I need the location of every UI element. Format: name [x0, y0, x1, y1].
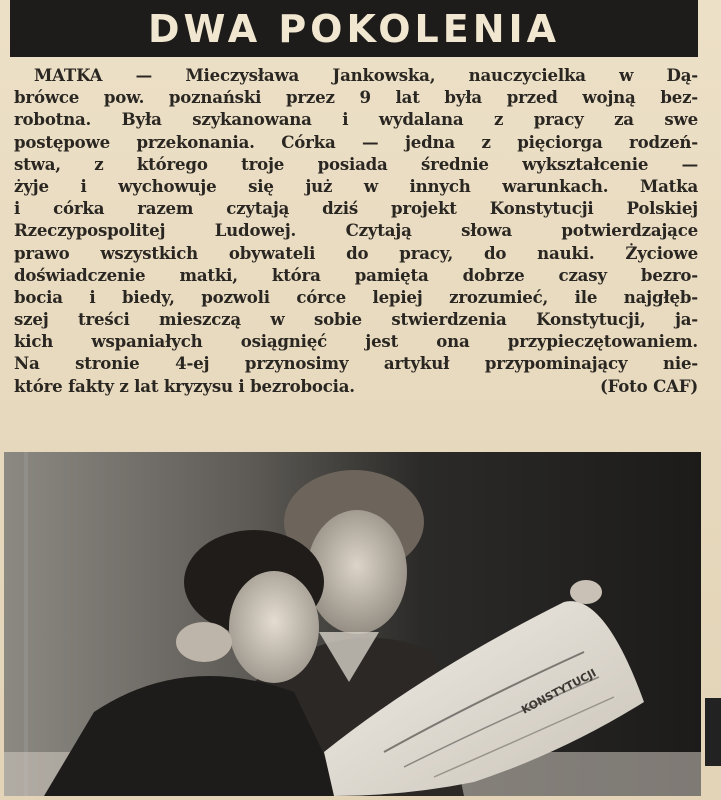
article-line: Rzeczypospolitej Ludowej. Czytają słowa potwierdzające: [14, 220, 698, 241]
article-line: i córka razem czytają dziś projekt Konstytucji Polskiej: [14, 198, 698, 219]
headline-banner: [10, 0, 698, 57]
article-line: robotna. Była szykanowana i wydalana z pracy za swe: [14, 109, 698, 130]
article-line: żyje i wychowuje się już w innych warunkach. Matka: [14, 175, 698, 196]
article-line: kich wspaniałych osiągnięć jest ona przypieczętowaniem.: [14, 331, 698, 352]
photo-mother-daughter: [4, 452, 701, 796]
article-line: prawo wszystkich obywateli do pracy, do nauki. Życiowe: [14, 242, 698, 263]
article-line: brówce pow. poznański przez 9 lat była przed wojną bez-: [14, 87, 698, 108]
headline: DWA POKOLENIA: [147, 6, 561, 51]
article-line: doświadczenie matki, która pamięta dobrze czasy bezro-: [14, 264, 698, 285]
page-edge-mark: [705, 698, 721, 766]
article-body: [14, 64, 698, 444]
article-line: Na stronie 4-ej przynosimy artykuł przypominający nie-: [14, 353, 698, 374]
newspaper-heading-text: KONSTYTUCJI: [519, 666, 599, 717]
article-line: szej treści mieszczą w sobie stwierdzenia Konstytucji, ja-: [14, 309, 698, 330]
article-last-line: [14, 375, 698, 397]
article-line: postępowe przekonania. Córka — jedna z pięciorga rodzeń-: [14, 131, 698, 152]
article-line: MATKA — Mieczysława Jankowska, nauczycielka w Dą-: [34, 65, 698, 85]
article-line: które fakty z lat kryzysu i bezrobocia.: [14, 375, 355, 396]
photo-credit: (Foto CAF): [599, 375, 698, 396]
article-line: bocia i biedy, pozwoli córce lepiej zrozumieć, ile najgłęb-: [14, 286, 698, 307]
article-line: stwa, z którego troje posiada średnie wykształcenie —: [14, 153, 698, 174]
